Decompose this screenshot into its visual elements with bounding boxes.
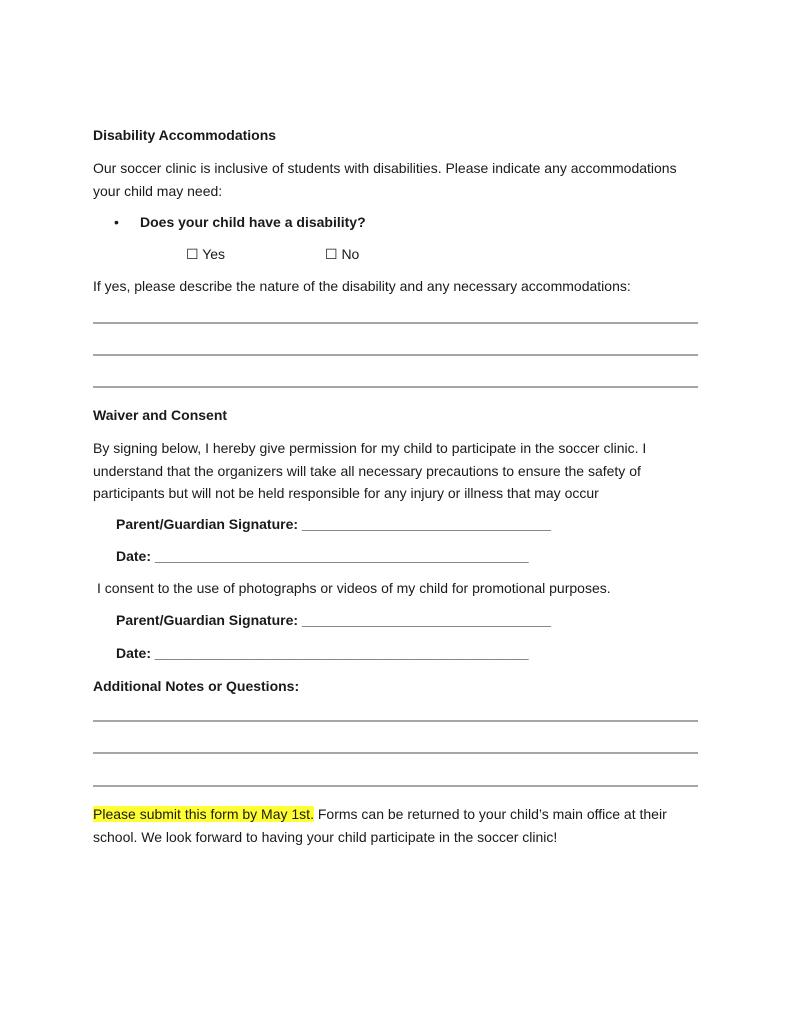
notes-line-2[interactable] [93,752,698,754]
signature-field-2[interactable]: Parent/Guardian Signature: ________________________________ [116,612,552,628]
waiver-heading: Waiver and Consent [93,407,228,423]
date-field-1[interactable]: Date: ________________________________________________ [116,548,529,564]
footer-text: Forms can be returned to your child’s main office at their school. We look forward to having your child participate in the soccer clinic! [93,806,667,845]
answer-line-3[interactable] [93,386,698,388]
notes-line-1[interactable] [93,720,698,722]
notes-heading: Additional Notes or Questions: [93,678,300,694]
disability-question: Does your child have a disability? [140,214,366,230]
answer-line-1[interactable] [93,322,698,324]
answer-line-2[interactable] [93,354,698,356]
waiver-text: By signing below, I hereby give permission for my child to participate in the soccer clinic. I understand that the organizers will take all necessary precautions to ensure the safety of participants but will not be held responsible for any injury or illness that may occur [93,440,647,501]
disability-intro: Our soccer clinic is inclusive of students with disabilities. Please indicate any accommodations your child may need: [93,160,677,199]
signature-field-1[interactable]: Parent/Guardian Signature: ________________________________ [116,516,552,532]
checkbox-no[interactable]: ☐ No [325,246,360,262]
deadline-highlight: Please submit this form by May 1st. [93,806,314,822]
photo-consent: I consent to the use of photographs or videos of my child for promotional purposes. [97,580,611,596]
date-field-2[interactable]: Date: ________________________________________________ [116,645,529,661]
bullet-icon: • [114,214,119,230]
disability-heading: Disability Accommodations [93,127,277,143]
checkbox-yes[interactable]: ☐ Yes [186,246,226,262]
describe-prompt: If yes, please describe the nature of the disability and any necessary accommodations: [93,278,631,294]
notes-line-3[interactable] [93,785,698,787]
footer-paragraph [93,803,703,848]
